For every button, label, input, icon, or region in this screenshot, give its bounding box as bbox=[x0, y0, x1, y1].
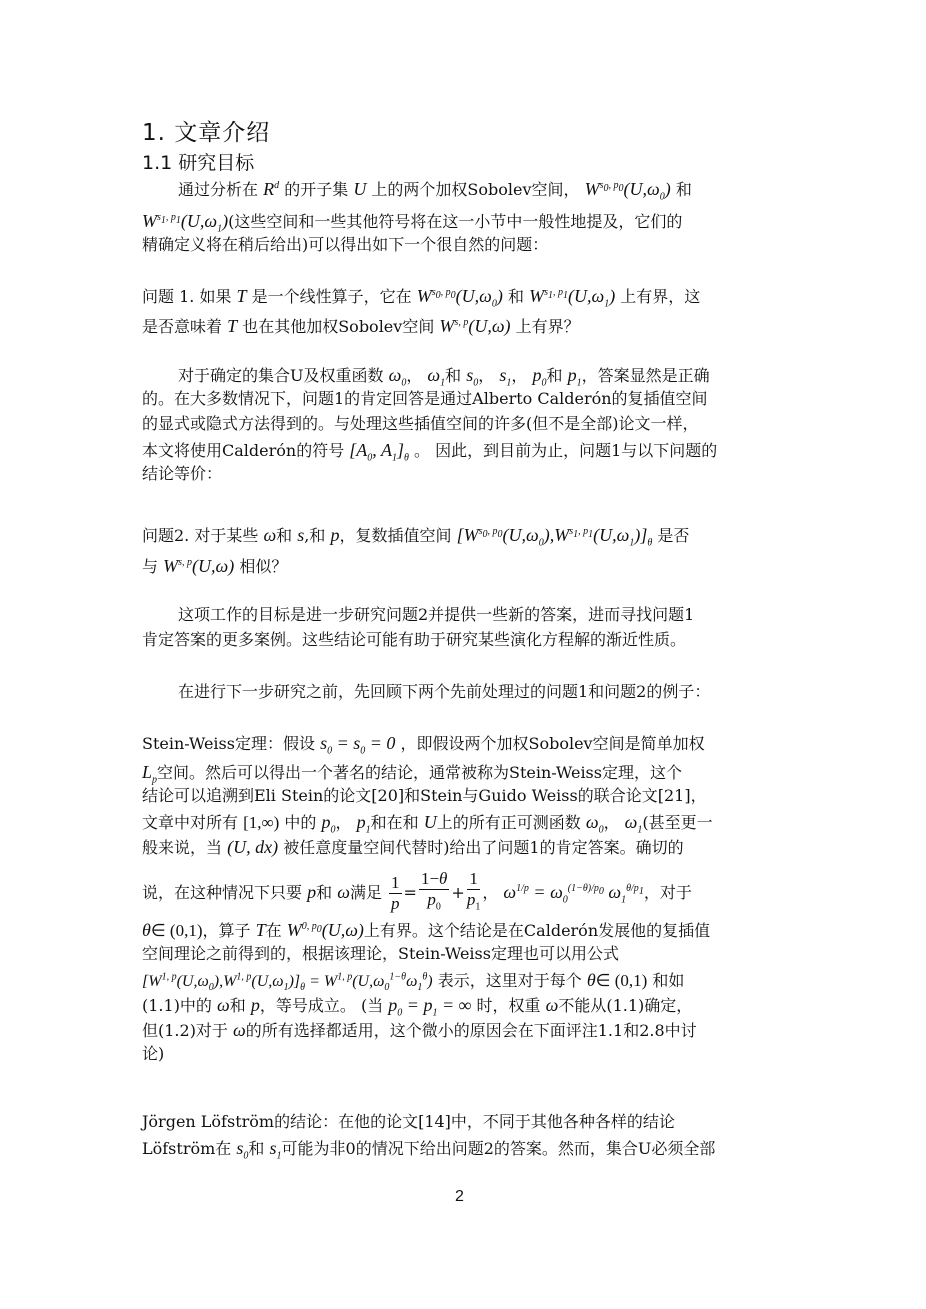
lofstrom-paragraph: Jörgen Löfström的结论：在他的论文[14]中，不同于其他各种各样的结论 Löfström在 $s_0$和 $s_1$可能为非0的情况下给出问题2的答案。然而，集合U必须全部 bbox=[142, 1112, 716, 1162]
subsection-heading: 1.1 研究目标 bbox=[142, 152, 255, 174]
stein-weiss-paragraph: Stein-Weiss定理：假设 $s_0 = s_0 = 0$ ，即假设两个加权Sobolev空间是简单加权 $L_p$空间。然后可以得出一个著名的结论，通常被称为Stein-Weiss定理，这个 结论可以追溯到Eli Stein的论文[20]和Stein与Guido Weiss的联合论文[21]， 文章中对所有 [1,∞) 中的 $p_0$， $p_1$和在和 U上的所有正可测函数 $\omega_0$， $\omega_1$(甚至更一 般来说，当 (U, dx) 被任意度量空间代替时)给出了问题1的肯定答案。确切的 说，在这种情况下只要 p和 ω满足 $\frac{1}{p}$ = $\frac{1-\theta}{p_0}$ + $\frac{1}{p_1}$ ， $\omega^{1/p} = \omega_0^{(1-\theta)/p_0}$ $\omega_1^{\theta/p_1}$，对于 θ∈ (0,1)，算子 T在 $W^{0, p_0}(U,\omega)$上有界。这个结论是在Calderón发展他的复插值 空间理论之前得到的，根据该理论，Stein-Weiss定理也可以用公式 $[W^{1, p}(U,\omega_0),W^{1, p}(U,\omega_1)]_\theta = W^{1, p}(U,\omega_0^{1-\theta}\omega_1^\theta)$ 表示，这里对于每个 θ∈ (0,1) 和如 (1.1)中的 ω和 p，等号成立。 (当 $p_0 = p_1$ = ∞ 时，权重 ω不能从(1.1)确定， 但(1.2)对于 ω的所有选择都适用，这个微小的原因会在下面评注1.1和2.8中讨 论) bbox=[142, 733, 713, 1063]
paragraph-3: 这项工作的目标是进一步研究问题2并提供一些新的答案，进而寻找问题1 肯定答案的更多案例。这些结论可能有助于研究某些演化方程解的渐近性质。 bbox=[142, 605, 695, 649]
paragraph-2: 对于确定的集合U及权重函数 $\omega_0$， $\omega_1$和 $s_0$， $s_1$， $p_0$和 $p_1$，答案显然是正确 的。在大多数情况下，问题1的肯定回答是通过Alberto Calderón的复插值空间 的显式或隐式方法得到的。与处理这些插值空间的许多(但不是全部)论文一样， 本文将使用Calderón的符号 [$A_0$, $A_1]_\theta$ 。 因此，到目前为止，问题1与以下问题的 结论等价： bbox=[142, 365, 718, 483]
page-number: 2 bbox=[455, 1188, 464, 1205]
question-2: 问题2. 对于某些 ω和 s,和 p，复数插值空间 $[W^{s_0, p_0}(U,\omega_0),W^{s_1, p_1}(U,\omega_1)]_\theta$ 是否 与 W$^{s, p}$(U,ω) 相似？ bbox=[142, 525, 690, 576]
paragraph-4: 在进行下一步研究之前，先回顾下两个先前处理过的问题1和问题2的例子： bbox=[178, 682, 711, 701]
section-heading: 1. 文章介绍 bbox=[142, 120, 271, 146]
intro-paragraph: 通过分析在 $R^d$ 的开子集 U 上的两个加权Sobolev空间， $W^{s_0, p_0}(U,\omega_0)$ 和 $W^{s_1, p_1}(U,\omega_1)$(这些空间和一些其他符号将在这一小节中一般性地提及，它们的 精确定义将在稍后给出)可以得出如下一个很自然的问题： bbox=[142, 179, 692, 254]
question-1: 问题 1. 如果 T 是一个线性算子，它在 $W^{s_0, p_0}(U,\omega_0)$ 和 $W^{s_1, p_1}(U,\omega_1)$ 上有界，这 是否意味着 T 也在其他加权Sobolev空间 W$^{s, p}$(U,ω) 上有界？ bbox=[142, 286, 701, 336]
